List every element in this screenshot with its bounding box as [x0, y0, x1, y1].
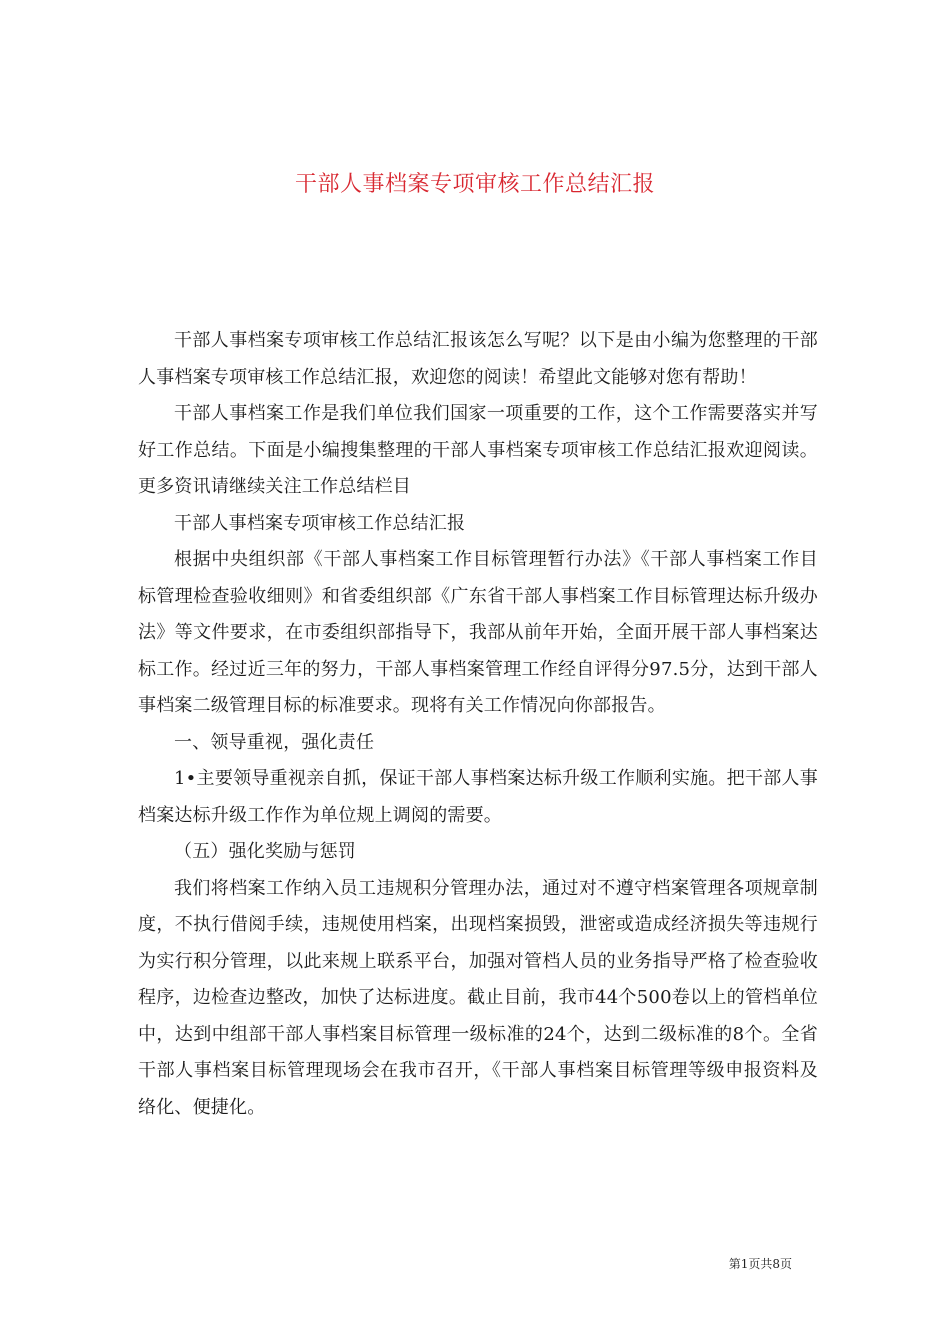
section-heading-leadership: 一、领导重视，强化责任 [174, 731, 375, 753]
paragraph-background: 干部人事档案工作是我们单位我们国家一项重要的工作，这个工作需要落实并写好工作总结。下面是小编搜集整理的干部人事档案专项审核工作总结汇报欢迎阅读。更多资讯请继续关注工作总结栏目 [138, 403, 818, 497]
section-heading-rewards: （五）强化奖励与惩罚 [174, 841, 356, 862]
paragraph-subtitle: 干部人事档案专项审核工作总结汇报 [174, 512, 466, 534]
document-title: 干部人事档案专项审核工作总结汇报 [294, 172, 655, 197]
paragraph-measures: 我们将档案工作纳入员工违规积分管理办法，通过对不遵守档案管理各项规章制度，不执行借阅手续，违规使用档案，出现档案损毁，泄密或造成经济损失等违规行为实行积分管理，以此来规上联系平台，加强对管档人员的业务指导严格了检查验收程序，边检查边整改，加快了达标进度。截止目前，我市44个500卷以上的管档单位中，达到中组部干部人事档案目标管理一级标准的24个，达到二级标准的8个。全省干部人事档案目标管理现场会在我市召开，《干部人事档案目标管理等级申报资料及络化、便捷化。 [138, 877, 818, 1118]
paragraph-intro: 干部人事档案专项审核工作总结汇报该怎么写呢？以下是由小编为您整理的干部人事档案专项审核工作总结汇报，欢迎您的阅读！希望此文能够对您有帮助！ [138, 330, 818, 388]
page-number: 第1页共8页 [728, 1257, 792, 1271]
document-body [138, 323, 818, 1126]
paragraph-item-1: 1•主要领导重视亲自抓，保证干部人事档案达标升级工作顺利实施。把干部人事档案达标升级工作作为单位规上调阅的需要。 [138, 768, 818, 826]
paragraph-basis: 根据中央组织部《干部人事档案工作目标管理暂行办法》《干部人事档案工作目标管理检查验收细则》和省委组织部《广东省干部人事档案工作目标管理达标升级办法》等文件要求，在市委组织部指导下，我部从前年开始，全面开展干部人事档案达标工作。经过近三年的努力，干部人事档案管理工作经自评得分97.5分，达到干部人事档案二级管理目标的标准要求。现将有关工作情况向你部报告。 [138, 549, 818, 716]
